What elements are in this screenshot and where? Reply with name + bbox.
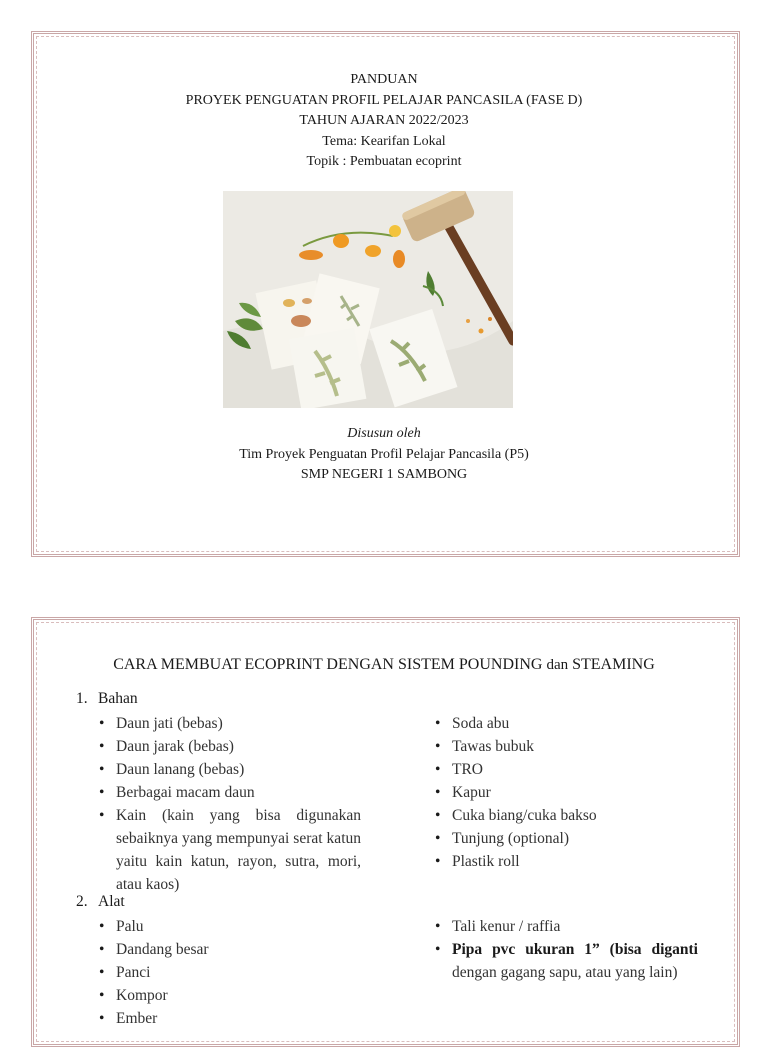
cover-title-line: PANDUAN: [350, 72, 418, 87]
ecoprint-photo: [223, 191, 513, 408]
list-item: • Berbagai macam daun: [98, 781, 361, 804]
list-item-bold: Pipa pvc ukuran 1” (bisa diganti: [452, 941, 698, 958]
list-item: • Tawas bubuk: [434, 735, 698, 758]
list-item: • Kompor: [98, 984, 361, 1007]
list-item: • Cuka biang/cuka bakso: [434, 804, 698, 827]
cover-theme: Tema: Kearifan Lokal: [322, 133, 446, 149]
list-item: • Soda abu: [434, 712, 698, 735]
section-heading-alat: [76, 893, 125, 911]
team-name: Tim Proyek Penguatan Profil Pelajar Pancasila (P5): [239, 446, 529, 462]
list-item: • Daun lanang (bebas): [98, 758, 361, 781]
list-item: • Dandang besar: [98, 938, 361, 961]
section-number: 1.: [76, 690, 88, 707]
list-item: [434, 938, 698, 984]
alat-list-left: [98, 915, 361, 1030]
heading-connector: dan: [546, 657, 569, 673]
list-item: • Daun jarak (bebas): [98, 735, 361, 758]
section-label: Alat: [98, 893, 125, 910]
heading-end: STEAMING: [572, 656, 655, 673]
school-name: SMP NEGERI 1 SAMBONG: [300, 467, 468, 482]
list-item: • Tali kenur / raffia: [434, 915, 698, 938]
cover-title-block: [0, 70, 768, 173]
cover-title-line: PROYEK PENGUATAN PROFIL PELAJAR PANCASILA (FASE D): [185, 92, 583, 108]
bahan-list-right: [434, 712, 698, 873]
page-heading: [0, 656, 768, 674]
composed-by: Disusun oleh: [347, 426, 421, 441]
cover-title-line: TAHUN AJARAN 2022/2023: [299, 113, 469, 128]
cover-topic: Topik : Pembuatan ecoprint: [306, 154, 462, 169]
list-item: • Ember: [98, 1007, 361, 1030]
credit-block: [0, 424, 768, 486]
list-item: • Palu: [98, 915, 361, 938]
list-item: • Tunjung (optional): [434, 827, 698, 850]
list-item-text: dengan gagang sapu, atau yang lain): [452, 964, 678, 981]
list-item: • Panci: [98, 961, 361, 984]
alat-list-right: [434, 915, 698, 984]
section-heading-bahan: [76, 690, 138, 708]
list-item: • Plastik roll: [434, 850, 698, 873]
bahan-list-left: [98, 712, 361, 896]
section-label: Bahan: [98, 690, 138, 707]
heading-main: CARA MEMBUAT ECOPRINT DENGAN SISTEM POUNDING: [113, 656, 543, 673]
list-item: • Kapur: [434, 781, 698, 804]
list-item: • TRO: [434, 758, 698, 781]
list-item: • Daun jati (bebas): [98, 712, 361, 735]
section-number: 2.: [76, 893, 88, 910]
list-item: • Kain (kain yang bisa digunakan sebaiknya yang mempunyai serat katun yaitu kain katun, rayon, sutra, mori, atau kaos): [98, 804, 361, 896]
